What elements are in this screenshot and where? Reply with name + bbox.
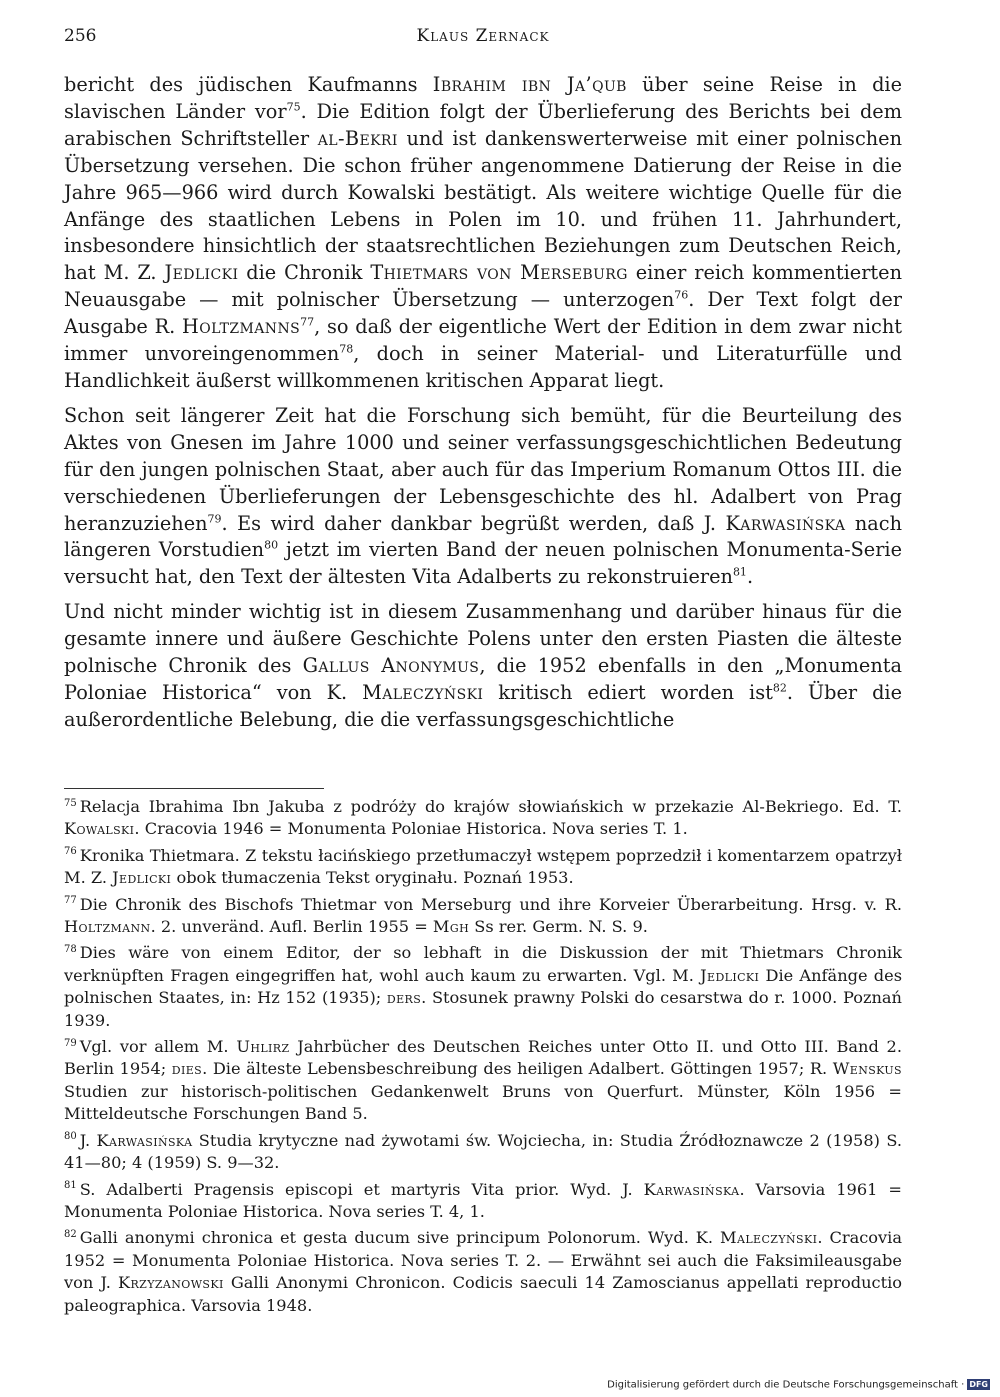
small-caps-name: Krzyzanowski (117, 1273, 224, 1293)
small-caps-name: ders (386, 988, 422, 1008)
footnote (64, 1036, 902, 1126)
small-caps-name: Karwasińska (96, 1130, 193, 1150)
small-caps-name: Uhlirz (236, 1037, 290, 1057)
text-run: Und nicht minder wichtig ist in diesem Zusammenhang und darüber hinaus für die gesamte innere und äußere Geschichte Polens unter den ersten Piasten die älteste polnische Chronik des (64, 600, 902, 678)
text-run: nach längeren Vorstudien (64, 511, 902, 562)
text-run: . (746, 565, 754, 589)
text-run: kritisch ediert worden ist (483, 680, 773, 704)
text-run: . Stosunek prawny Polski do cesarstwa do r. 1000. Poznań 1939. (64, 988, 902, 1030)
small-caps-name: Karwasińska (643, 1179, 740, 1199)
text-run: über seine Reise in die slavischen Länder vor (64, 73, 902, 123)
text-run: einer reich kommentierten Neuausgabe — mit polnischer Übersetzung — unterzogen (64, 261, 902, 312)
text-run: . Cracovia 1952 = Monumenta Poloniae Historica. Nova series T. 2. — Erwähnt sei auch die Faksimileausgabe von J. (64, 1228, 902, 1293)
small-caps-name: Karwasińska (725, 511, 846, 535)
digitization-credit (607, 1379, 990, 1391)
small-caps-name: Maleczyński (720, 1228, 818, 1248)
text-run: . Die älteste Lebensbeschreibung des heiligen Adalbert. Göttingen 1957; R. (202, 1059, 833, 1079)
small-caps-name: Maleczyński (362, 680, 484, 704)
small-caps-name: Mgh (432, 917, 470, 937)
running-header (64, 26, 902, 54)
small-caps-name: Kowalski (64, 819, 135, 839)
text-run: , so daß der eigentliche Wert der Edition in dem zwar nicht immer unvoreingenommen (64, 315, 903, 366)
text-run: . Die Edition folgt der Überlieferung des Berichts bei dem arabischen Schriftsteller (64, 99, 902, 150)
text-run: S. Adalberti Pragensis episcopi et martyris Vita prior. Wyd. J. (79, 1179, 644, 1199)
footnote-number: 82 (64, 1228, 77, 1240)
small-caps-name: Ibrahim ibn Ja’qub (432, 73, 627, 96)
paragraph (64, 403, 902, 591)
footnote (64, 894, 902, 939)
footnote-number: 80 (64, 1131, 77, 1143)
footnote-ref: 78 (339, 342, 354, 356)
text-run: Galli Anonymi Chronicon. Codicis saeculi 14 Zamoscianus appellati reproductio paleographica. Varsovia 1948. (64, 1273, 902, 1315)
credit-text: Digitalisierung gefördert durch die Deutsche Forschungsgemeinschaft · (607, 1379, 965, 1391)
text-run: und ist dankenswerterweise mit einer polnischen Übersetzung versehen. Die schon früher angenommene Datierung der Reise in die Jahre 965—966 wird durch Kowalski bestätigt. Als weitere wichtige Quelle für die Anfänge des staatlichen Lebens in Polen im 10. und frühen 11. Jahrhundert, insbesondere hinsichtlich der staatsrechtlichen Beziehungen zum Deutschen Reich, hat M. Z. (64, 126, 902, 285)
footnote-number: 79 (64, 1037, 77, 1049)
footnote-ref: 81 (732, 565, 747, 579)
footnote-number: 76 (64, 846, 77, 858)
text-run: . Varsovia 1961 = Monumenta Poloniae Historica. Nova series T. 4, 1. (64, 1179, 902, 1221)
main-text (64, 72, 902, 742)
text-run: obok tłumaczenia Tekst oryginału. Poznań 1953. (171, 868, 574, 888)
text-run: . Über die außerordentliche Belebung, die die verfassungsgeschichtliche (64, 680, 903, 731)
text-run: , die 1952 ebenfalls in den „Monumenta Poloniae Historica“ von K. (64, 654, 902, 704)
footnote-ref: 80 (264, 538, 279, 552)
footnote (64, 1179, 902, 1224)
small-caps-name: Jedlicki (112, 868, 172, 888)
text-run: Kronika Thietmara. Z tekstu łacińskiego przetłumaczył wstępem poprzedził i komentarzem opatrzył M. Z. (64, 845, 902, 888)
footnote-number: 75 (64, 797, 77, 809)
text-run: Die Chronik des Bischofs Thietmar von Merseburg und ihre Korveier Überarbeitung. Hrsg. v. R. (79, 894, 902, 914)
text-run: jetzt im vierten Band der neuen polnischen Monumenta-Serie versucht hat, den Text der ältesten Vita Adalberts zu rekonstruieren (64, 538, 902, 589)
text-run: Die Anfänge des polnischen Staates, in: Hz 152 (1935); (64, 965, 903, 1008)
small-caps-name: Gallus Anonymus (302, 654, 480, 678)
footnote-number: 77 (64, 895, 77, 907)
text-run: . Cracovia 1946 = Monumenta Poloniae Historica. Nova series T. 1. (134, 819, 688, 839)
footnote (64, 796, 902, 841)
text-run: bericht des jüdischen Kaufmanns (64, 73, 433, 96)
text-run: Relacja Ibrahima Ibn Jakuba z podróży do krajów słowiańskich w przekazie Al-Bekriego. Ed. T. (79, 797, 902, 816)
footnote-divider (64, 788, 324, 789)
paragraph (64, 599, 902, 734)
footnote-ref: 75 (286, 100, 301, 114)
dfg-logo: DFG (969, 1380, 988, 1389)
text-run: die Chronik (238, 261, 371, 285)
small-caps-name: dies (171, 1059, 203, 1079)
text-run: Studien zur historisch-politischen Gedankenwelt Bruns von Querfurt. Münster, Köln 1956 = Mitteldeutsche Forschungen Band 5. (64, 1081, 902, 1124)
text-run: . Der Text folgt der Ausgabe R. (64, 288, 902, 339)
footnote-number: 81 (64, 1180, 77, 1192)
text-run: Schon seit längerer Zeit hat die Forschung sich bemüht, für die Beurteilung des Aktes von Gnesen im Jahre 1000 und seiner verfassungsgeschichtlichen Bedeutung für den jungen polnischen Staat, aber auch für das Imperium Romanum Ottos III. die verschiedenen Überlieferungen der Lebensgeschichte des hl. Adalbert von Prag heranzuziehen (64, 403, 902, 535)
footnote-ref: 77 (300, 315, 315, 329)
text-run: . Es wird daher dankbar begrüßt werden, daß J. (221, 511, 726, 535)
footnote-ref: 76 (674, 288, 689, 302)
text-run: Galli anonymi chronica et gesta ducum sive principum Polonorum. Wyd. K. (79, 1228, 721, 1248)
small-caps-name: Holtzmann (64, 917, 151, 937)
small-caps-name: Jedlicki (700, 965, 760, 985)
footnote-ref: 79 (207, 512, 222, 526)
small-caps-name: Holtzmanns (182, 315, 301, 339)
footnote (64, 942, 902, 1032)
text-run: Jahrbücher des Deutschen Reiches unter Otto II. und Otto III. Band 2. Berlin 1954; (64, 1037, 902, 1079)
footnotes (64, 796, 902, 1321)
footnote-ref: 82 (772, 681, 787, 695)
small-caps-name: Jedlicki (164, 261, 239, 285)
footnote (64, 1130, 902, 1175)
text-run: Dies wäre von einem Editor, der so lebhaft in die Diskussion der mit Thietmars Chronik verknüpften Fragen eingegriffen hat, wohl auch kaum zu erwarten. Vgl. M. (64, 943, 902, 985)
footnote-number: 78 (64, 944, 77, 956)
text-run: . 2. unveränd. Aufl. Berlin 1955 = (150, 917, 433, 937)
paragraph (64, 72, 902, 395)
text-run: Vgl. vor allem M. (79, 1037, 237, 1057)
text-run: J. (79, 1130, 97, 1150)
page-number: 256 (64, 26, 97, 46)
small-caps-name: al-Bekri (317, 126, 398, 150)
footnote (64, 845, 902, 890)
footnote (64, 1227, 902, 1317)
small-caps-name: Thietmars von Merseburg (370, 261, 628, 285)
running-head-author: Klaus Zernack (416, 26, 550, 46)
text-run: Studia krytyczne nad żywotami św. Wojciecha, in: Studia Źródłoznawcze 2 (1958) S. 41—80; 4 (1959) S. 9—32. (64, 1130, 902, 1173)
small-caps-name: Wenskus (832, 1059, 902, 1079)
text-run: , doch in seiner Material- und Literaturfülle und Handlichkeit äußerst willkommenen kritischen Apparat liegt. (64, 342, 902, 392)
text-run: Ss rer. Germ. N. S. 9. (469, 917, 648, 937)
